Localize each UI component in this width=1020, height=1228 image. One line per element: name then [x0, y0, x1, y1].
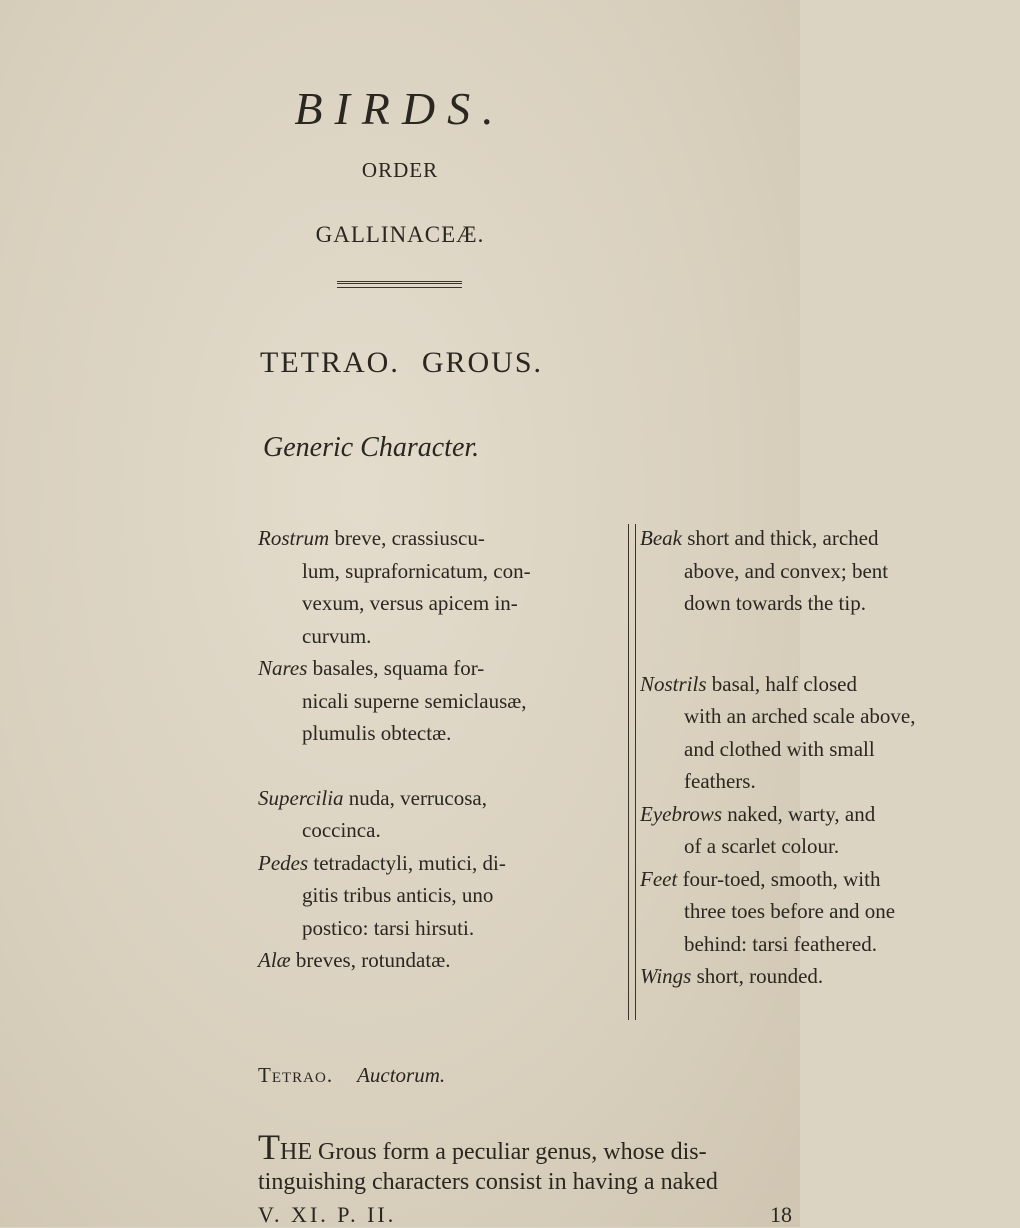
page-number: 18	[770, 1202, 792, 1227]
entry-key: Eyebrows	[640, 801, 723, 826]
double-rule-divider	[337, 281, 462, 288]
entry-text: short, rounded.	[696, 964, 824, 988]
entry-line: three toes before and one	[684, 899, 896, 923]
entry-text: nuda, verrucosa,	[348, 785, 487, 810]
signature-mark: V. XI. P. II.	[258, 1202, 397, 1227]
entry-line: gitis tribus anticis, uno	[302, 883, 494, 907]
body-line-1	[258, 1127, 998, 1167]
entry-key: Nares	[258, 656, 308, 680]
body-line-2: tinguishing characters consist in having a naked	[258, 1169, 718, 1195]
entry-key: Beak	[640, 526, 682, 550]
entry-line: above, and convex; bent	[684, 558, 889, 583]
entry-line: with an arched scale above,	[684, 704, 916, 728]
entry-text: naked, warty, and	[727, 801, 876, 826]
entry-key: Pedes	[258, 850, 309, 875]
genus-english: GROUS.	[421, 346, 544, 379]
entry-text: breve, crassiuscu-	[334, 526, 485, 550]
entry-text: basal, half closed	[711, 671, 857, 696]
latin-entry-nares	[258, 652, 622, 750]
section-heading: Generic Character.	[263, 432, 480, 463]
entry-key: Feet	[640, 866, 678, 891]
entry-line: plumulis obtectæ.	[302, 721, 452, 745]
entry-line: of a scarlet colour.	[684, 834, 840, 858]
entry-line: curvum.	[302, 623, 372, 648]
genus-heading	[260, 346, 543, 380]
entry-line: nicali superne semiclausæ,	[302, 688, 527, 713]
entry-key: Nostrils	[640, 671, 707, 696]
order-label: ORDER	[361, 158, 439, 182]
english-entry-nostrils	[640, 668, 1020, 798]
entry-key: Wings	[640, 964, 692, 988]
entry-text: breves, rotundatæ.	[295, 948, 451, 972]
entry-line: coccinca.	[302, 818, 381, 842]
entry-line: down towards the tip.	[684, 591, 866, 615]
english-entry-wings	[640, 960, 1020, 993]
entry-text: tetradactyli, mutici, di-	[313, 850, 506, 875]
order-name: GALLINACEÆ.	[315, 222, 485, 247]
authority-source: Auctorum.	[357, 1063, 446, 1087]
entry-text: short and thick, arched	[687, 526, 879, 550]
latin-entry-pedes	[258, 847, 622, 945]
english-entry-beak	[640, 522, 1020, 620]
entry-line: postico: tarsi hirsuti.	[302, 915, 475, 940]
latin-entry-alae	[258, 944, 622, 977]
entry-line: behind: tarsi feathered.	[684, 931, 877, 956]
entry-key: Supercilia	[258, 785, 344, 810]
column-divider	[628, 524, 636, 1020]
body-text-line: HE Grous form a peculiar genus, whose dis-	[280, 1139, 707, 1165]
authority-genus: Tetrao.	[258, 1063, 334, 1087]
drop-cap: T	[258, 1127, 280, 1167]
english-entry-eyebrows	[640, 798, 1020, 863]
english-column	[640, 522, 1020, 993]
entry-text: four-toed, smooth, with	[682, 866, 881, 891]
entry-key: Alæ	[258, 948, 291, 972]
genus-latin: TETRAO.	[260, 346, 400, 379]
entry-line: vexum, versus apicem in-	[302, 591, 518, 615]
latin-entry-supercilia	[258, 782, 622, 847]
entry-text: basales, squama for-	[312, 656, 485, 680]
entry-line: lum, suprafornicatum, con-	[302, 558, 531, 583]
entry-line: feathers.	[684, 769, 756, 793]
english-entry-feet	[640, 863, 1020, 961]
latin-column	[258, 522, 622, 977]
page-title: BIRDS.	[294, 83, 506, 134]
entry-key: Rostrum	[258, 526, 330, 550]
authority-line	[258, 1063, 445, 1088]
body-paragraph	[258, 1127, 998, 1197]
latin-entry-rostrum	[258, 522, 622, 652]
entry-line: and clothed with small	[684, 736, 875, 761]
